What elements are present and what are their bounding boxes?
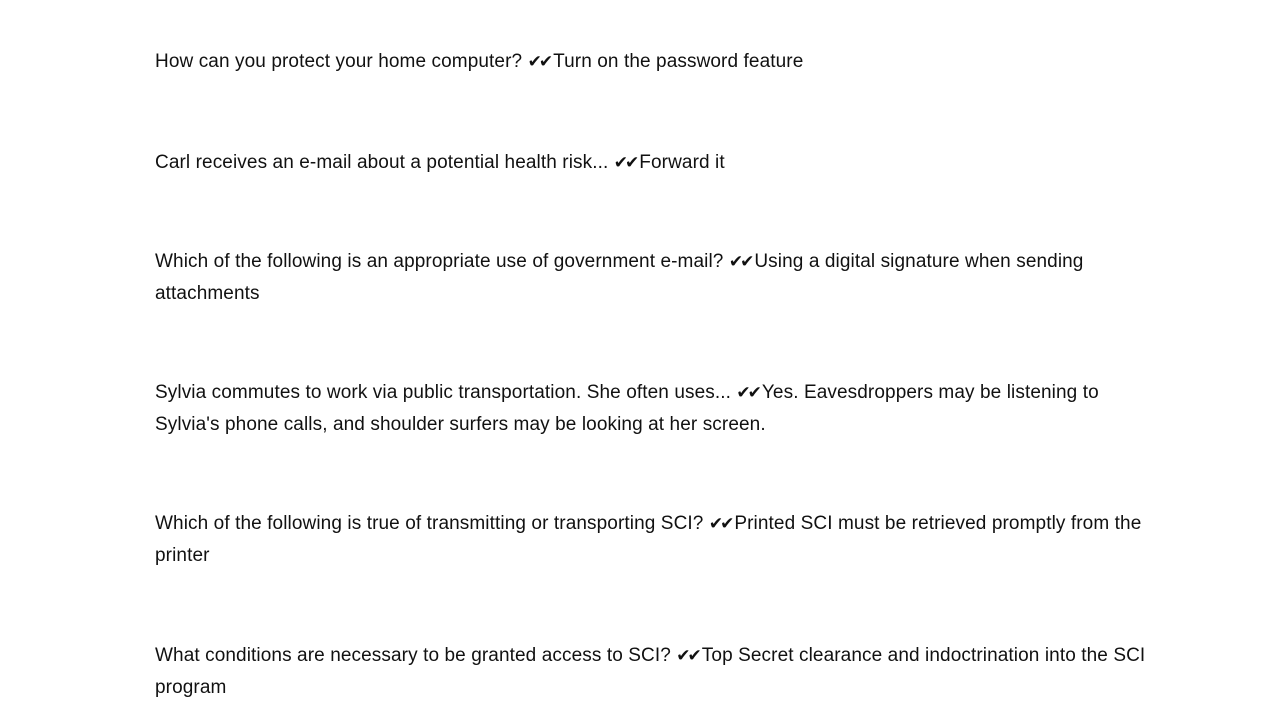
question-text: Which of the following is true of transmitting or transporting SCI? — [155, 513, 704, 534]
qa-item — [155, 246, 1155, 310]
qa-item — [155, 508, 1155, 572]
question-text: Carl receives an e-mail about a potential health risk... — [155, 152, 609, 173]
question-text: Which of the following is an appropriate use of government e-mail? — [155, 251, 724, 272]
answer-text: Printed SCI must be retrieved promptly from the printer — [155, 513, 1142, 566]
double-check-icon: ✔✔ — [708, 514, 732, 534]
question-text: Sylvia commutes to work via public transportation. She often uses... — [155, 382, 732, 403]
qa-item — [155, 377, 1155, 441]
answer-text: Forward it — [639, 152, 725, 173]
double-check-icon: ✔✔ — [527, 52, 551, 72]
answer-text: Using a digital signature when sending attachments — [155, 251, 1084, 304]
answer-text: Yes. Eavesdroppers may be listening to Sylvia's phone calls, and shoulder surfers may be looking at her screen. — [155, 382, 1099, 435]
double-check-icon: ✔✔ — [728, 252, 752, 272]
double-check-icon: ✔✔ — [613, 153, 637, 173]
double-check-icon: ✔✔ — [676, 646, 699, 666]
answer-text: Turn on the password feature — [553, 51, 804, 72]
question-text: How can you protect your home computer? — [155, 51, 523, 72]
question-text: What conditions are necessary to be granted access to SCI? — [155, 645, 671, 666]
qa-item — [155, 46, 1155, 78]
answer-text: Top Secret clearance and indoctrination into the SCI program — [155, 645, 1146, 698]
qa-item — [155, 147, 1155, 179]
qa-item — [155, 640, 1155, 704]
double-check-icon: ✔✔ — [736, 383, 759, 403]
